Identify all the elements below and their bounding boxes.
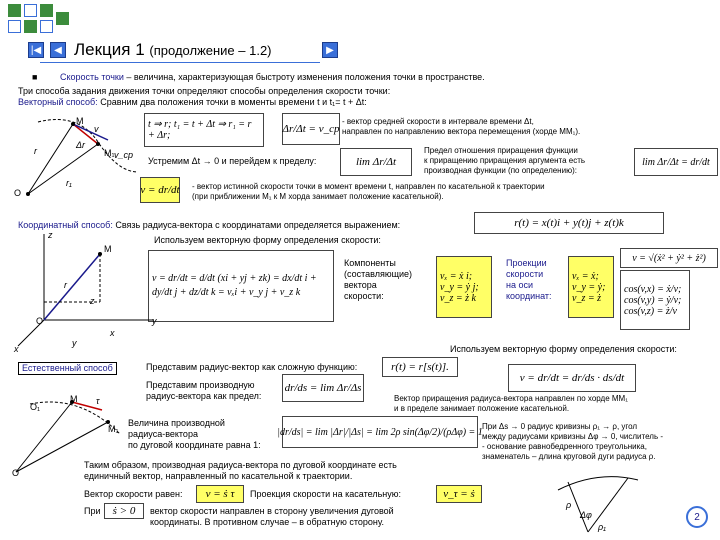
label-rho1: ρ₁ — [598, 522, 606, 532]
label-m: M — [76, 116, 84, 126]
projections-label: Проекции скорости на оси координат: — [506, 258, 552, 301]
limit-lead: Устремим Δt → 0 и перейдем к пределу: — [148, 156, 317, 166]
axis-label-z: z — [48, 230, 53, 240]
bullet-icon: ■ — [32, 72, 38, 82]
page-number: 2 — [686, 506, 708, 528]
coord-z-label: z — [90, 296, 95, 306]
point-m — [71, 122, 75, 126]
formula-complex: r(t) = r[s(t)]. — [382, 357, 458, 377]
chord-note: Вектор приращения радиуса-вектора направлен по хорде MM₁ и в пределе занимает положение касательной. — [394, 394, 628, 413]
label-m1-3: M₁ — [108, 424, 119, 434]
trajectory-curve — [38, 120, 138, 173]
next-slide-button[interactable] — [322, 42, 338, 58]
formula-components: vₓ = ẋ i; v_y = ẏ j; v_z = ż k — [436, 256, 492, 318]
true-velocity-note: - вектор истинной скорости точки в момент времени t, направлен по касательной к траектории (при приближении M₁ к M хорда занимает положение касательной). — [192, 182, 545, 201]
deco-square-blue-2 — [8, 20, 21, 33]
radius-om — [16, 402, 72, 472]
origin-label-2: O — [36, 316, 44, 326]
lecture-title — [74, 40, 272, 60]
lecture-title-sub: (продолжение – 1.2) — [149, 43, 272, 58]
vector-method-text: Сравним два положения точки в моменты времени t и t₁= t + Δt: — [97, 97, 367, 107]
coord-use: Используем векторную форму определения скорости: — [154, 235, 381, 245]
point-m1 — [96, 142, 100, 146]
point-m-2 — [98, 252, 102, 256]
deco-square-blue-1 — [24, 4, 37, 17]
intro-line2: Три способа задания движения точки определяют способы определения скорости точки: — [18, 86, 391, 96]
vec-label: Вектор скорости равен: — [84, 489, 183, 499]
lecture-title-main: Лекция 1 — [74, 40, 145, 59]
label-rho: ρ — [566, 500, 572, 510]
formula-radius-coords: r(t) = x(t)i + y(t)j + z(t)k — [474, 212, 664, 234]
avg-velocity-note: - вектор средней скорости в интервале времени Δt, направлен по направлению вектора перемещения (хорде MM₁). — [342, 117, 581, 136]
radius-om1 — [16, 422, 108, 472]
label-r: r — [34, 146, 37, 156]
deco-square-green-2 — [40, 4, 53, 17]
components-label: Компоненты (составляющие) вектора скорости: — [344, 258, 413, 301]
deriv-lead: Представим производную радиус-вектора как предел: — [146, 380, 262, 401]
formula-projections: vₓ = ẋ; v_y = ẏ; v_z = ż — [568, 256, 614, 318]
thus-note: Таким образом, производная радиуса-вектора по дуговой координате есть единичный вектор, направленный по касательной к траектории. — [84, 460, 397, 481]
formula-unit: |dr/ds| = lim |Δr|/|Δs| = lim 2ρ sin(Δφ/2)/(ρΔφ) = 1 — [282, 416, 478, 448]
first-slide-icon: |◀ — [30, 44, 42, 56]
natural-use: Используем векторную форму определения скорости: — [450, 344, 677, 354]
formula-limit: lim Δr/Δt — [340, 148, 412, 176]
formula-deriv-limit: dr/ds = lim Δr/Δs — [282, 374, 364, 402]
label-vcp: v_ср — [114, 150, 134, 160]
radius-vector-r1 — [28, 144, 98, 194]
coord-line — [18, 220, 400, 231]
unit-lead: Величина производной радиуса-вектора по дуговой координате равна 1: — [128, 418, 261, 450]
prev-slide-icon: ◀ — [54, 44, 62, 56]
axis-label-x: x — [14, 344, 19, 354]
arc-trajectory — [30, 402, 120, 434]
coord-x-label: x — [110, 328, 115, 338]
formula-velocity-expansion: v = dr/dt = d/dt (xi + yj + zk) = dx/dt i + dy/dt j + dz/dt k = vₓi + v_y j + v_z k — [148, 250, 334, 322]
coord-text: Связь радиуса-вектора с координатами определяется выражением: — [112, 220, 401, 230]
label-dphi: Δφ — [580, 510, 592, 520]
first-slide-button[interactable] — [28, 42, 44, 58]
curvature-note: При Δs → 0 радиус кривизны ρ₁ → ρ, угол между радиусами кривизны Δφ → 0, числитель - - основание равнобедренного треугольника, знаменатель – длина круговой дуги радиуса ρ. — [482, 422, 664, 461]
point-label-m-2: M — [104, 244, 112, 254]
speed-term: Скорость точки — [60, 72, 124, 82]
formula-magnitude: v = √(ẋ² + ẏ² + ż²) — [620, 248, 718, 268]
radius-vector — [44, 254, 100, 320]
coord-y-label: y — [72, 338, 77, 348]
formula-chain-rule: v = dr/dt = dr/ds · ds/dt — [508, 364, 636, 392]
label-v: v — [94, 124, 99, 134]
when-label: При — [84, 506, 101, 516]
limit-note: Предел отношения приращения функции к приращению приращения аргумента есть производная функции (по определению): — [424, 146, 586, 175]
header-rule — [40, 62, 320, 63]
label-dr: Δr — [76, 140, 86, 150]
coord-term: Координатный способ: — [18, 220, 113, 230]
formula-vec: v = ṡ τ — [196, 485, 244, 503]
label-o-3: O — [12, 468, 20, 478]
origin-point — [26, 192, 30, 196]
deco-square-green-4 — [56, 12, 69, 25]
deco-square-green-3 — [24, 20, 37, 33]
proj-label: Проекция скорости на касательную: — [250, 489, 401, 499]
formula-proj: v_τ = ṡ — [436, 485, 482, 503]
label-tau-3: τ — [96, 396, 100, 406]
formula-derivative: lim Δr/Δt = dr/dt — [634, 148, 718, 176]
label-r1: r₁ — [66, 178, 72, 188]
formula-positions: t ⇒ r; t₁ = t + Δt ⇒ r₁ = r + Δr; — [144, 113, 264, 147]
radius-rho1 — [588, 478, 628, 532]
vector-method-line — [18, 97, 367, 108]
coordinate-diagram — [14, 232, 174, 352]
prev-slide-button[interactable] — [50, 42, 66, 58]
natural-term: Естественный способ — [18, 362, 117, 375]
next-slide-icon: ▶ — [326, 44, 334, 56]
deco-square-green-1 — [8, 4, 21, 17]
formula-true-velocity: v = dr/dt — [140, 177, 180, 203]
intro-bullet — [60, 72, 485, 83]
label-m-3: M — [70, 394, 78, 404]
label-o: O — [14, 188, 22, 198]
label-o1-3: O₁ — [30, 402, 41, 412]
radius-label-2: r — [64, 280, 67, 290]
deco-square-blue-3 — [40, 20, 53, 33]
axis-label-y: y — [152, 316, 157, 326]
speed-def: – величина, характеризующая быстроту изменения положения точки в пространстве. — [123, 72, 485, 82]
vector-method-term: Векторный способ: — [18, 97, 98, 107]
formula-direction-cosines: cos(v,x) = ẋ/v; cos(v,y) = ẏ/v; cos(v,z) = ż/v — [620, 270, 690, 330]
formula-avg-velocity: Δr/Δt = v_ср — [282, 113, 340, 145]
when-text: вектор скорости направлен в сторону увеличения дуговой координаты. В противном случае – в обратную сторону. — [150, 506, 394, 527]
formula-cond: ṡ > 0 — [104, 503, 144, 519]
label-m1: M₁ — [104, 148, 115, 158]
complex-lead: Представим радиус-вектор как сложную функцию: — [146, 362, 358, 372]
